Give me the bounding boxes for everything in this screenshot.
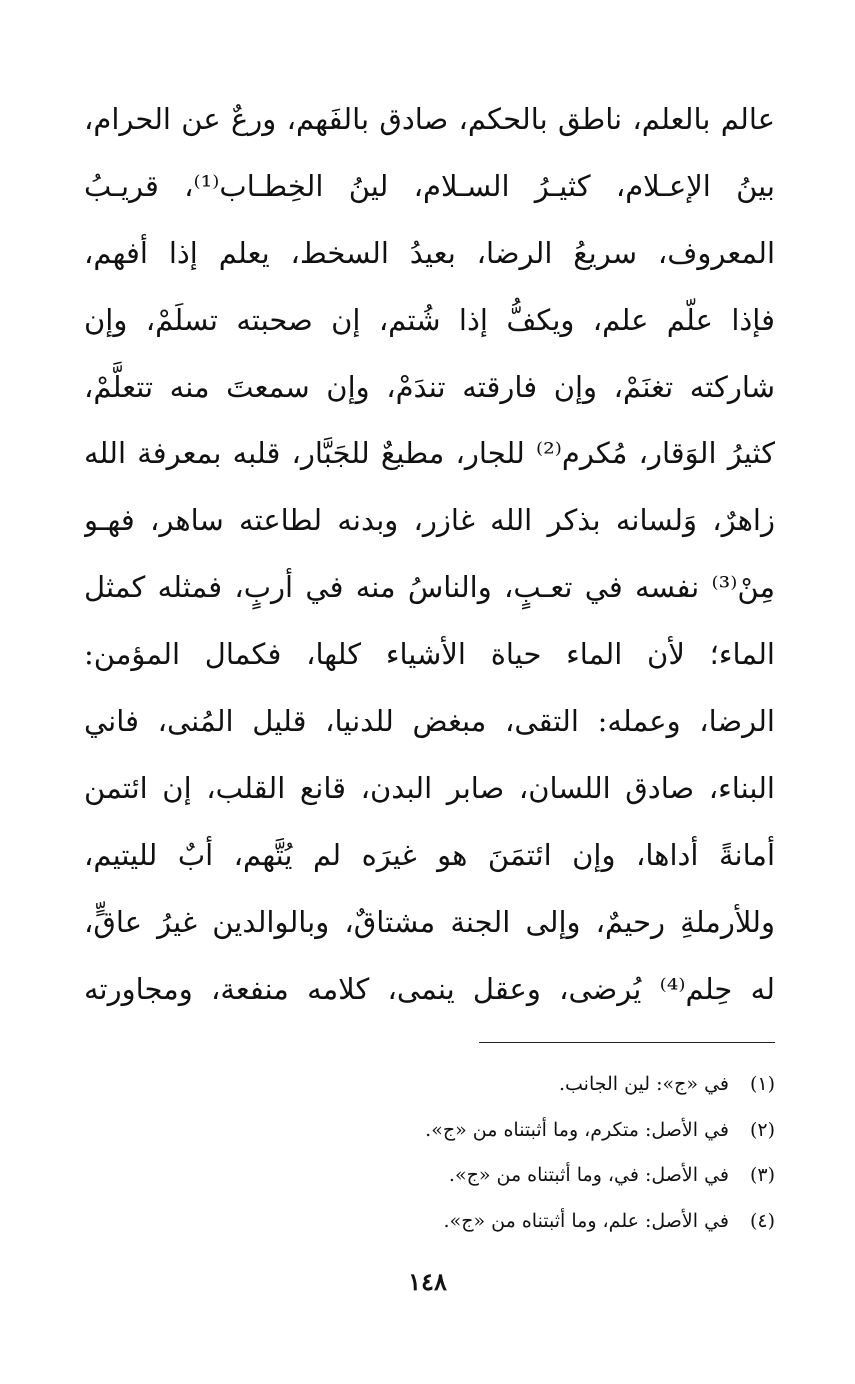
body-line: عالم بالعلم، ناطق بالحكم، صادق بالفَهم، ورعٌ عن الحرام، xyxy=(84,102,775,136)
body-line: أمانةً أداها، وإن ائتمَنَ هو غيرَه لم يُتَّهم، أبٌ لليتيم، xyxy=(84,837,775,872)
body-line: وللأرملةِ رحيمٌ، وإلى الجنة مشتاقٌ، وبالوالدين غيرُ عاقٍّ، xyxy=(84,904,775,939)
body-line: شاركته تغنَمْ، وإن فارقته تندَمْ، وإن سمعتَ منه تتعلَّمْ، xyxy=(84,369,775,404)
body-line: بينُ الإعـلام، كثيـرُ السـلام، لينُ الخِطـاب⁽¹⁾، قريـبُ xyxy=(84,168,775,203)
body-line: الماء؛ لأن الماء حياة الأشياء كلها، فكمال المؤمن: xyxy=(84,637,775,672)
footnote-text: في الأصل: علم، وما أثبتناه من «ج». xyxy=(443,1209,729,1232)
footnote-divider xyxy=(479,1042,775,1043)
footnote-number: (٣) xyxy=(749,1164,775,1186)
footnote xyxy=(200,1153,775,1199)
footnote-text: في الأصل: متكرم، وما أثبتناه من «ج». xyxy=(425,1118,729,1141)
body-line: البناء، صادق اللسان، صابر البدن، قانع القلب، إن ائتمن xyxy=(84,770,775,805)
footnote xyxy=(200,1108,775,1154)
footnote-number: (٤) xyxy=(749,1209,775,1232)
page-number: ١٤٨ xyxy=(408,1267,447,1296)
body-line: كثيرُ الوَقار، مُكرم⁽²⁾ للجار، مطيعٌ للجَبَّار، قلبه بمعرفة الله xyxy=(84,436,775,471)
body-text xyxy=(84,86,775,1022)
body-line: له حِلم⁽⁴⁾ يُرضى، وعقل ينمى، كلامه منفعة، ومجاورته xyxy=(84,971,775,1006)
footnote-number: (٢) xyxy=(749,1118,775,1141)
body-line: فإذا علّم علم، ويكفُّ إذا شُتم، إن صحبته تسلَمْ، وإن xyxy=(84,302,775,337)
footnote-text: في الأصل: في، وما أثبتناه من «ج». xyxy=(448,1164,729,1186)
body-line: زاهرٌ، وَلسانه بذكر الله غازر، وبدنه لطاعته ساهر، فهـو xyxy=(84,503,775,538)
body-line: الرضا، وعمله: التقى، مبغض للدنيا، قليل المُنى، فاني xyxy=(84,704,775,739)
footnotes xyxy=(200,1062,775,1244)
footnote xyxy=(200,1199,775,1245)
footnote-text: في «ج»: لين الجانب. xyxy=(558,1073,729,1095)
body-line: مِنْ⁽³⁾ نفسه في تعـبٍ، والناسُ منه في أربٍ، فمثله كمثل xyxy=(84,570,775,605)
footnote xyxy=(200,1062,775,1108)
body-line: المعروف، سريعُ الرضا، بعيدُ السخط، يعلم إذا أفهم، xyxy=(84,235,775,270)
footnote-number: (١) xyxy=(749,1073,775,1095)
